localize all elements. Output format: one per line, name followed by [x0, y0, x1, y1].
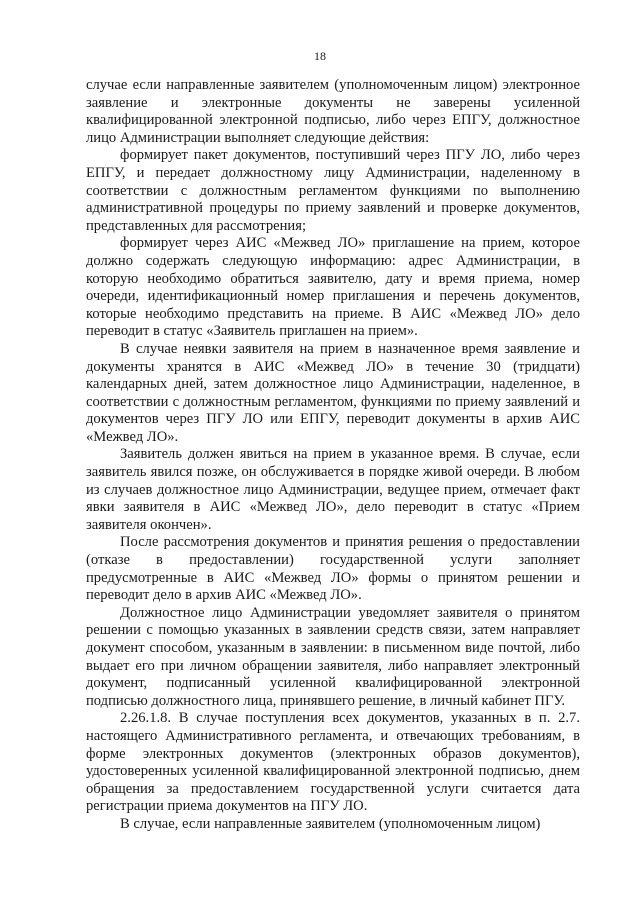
paragraph-no-show: В случае неявки заявителя на прием в назначенное время заявление и документы хранятся в АИС «Межвед ЛО» в течение 30 (тридцати) календарных дней, затем должностное лицо Администрации, наделенное, в соответствии с должностным регламентом, функциями по приему заявлений и документов через ПГУ ЛО или ЕПГУ, переводит документы в архив АИС «Межвед ЛО». [86, 340, 580, 445]
paragraph-final-line: В случае, если направленные заявителем (уполномоченным лицом) [120, 815, 541, 832]
page-number: 18 [314, 49, 326, 63]
paragraph-continuation: случае если направленные заявителем (уполномоченным лицом) электронное заявление и электронные документы не заверены усиленной квалифицированной электронной подписью, либо через ЕПГУ, должностное лицо Администрации выполняет следующие действия: [86, 77, 580, 146]
paragraph-notification: Должностное лицо Администрации уведомляет заявителя о принятом решении с помощью указанных в заявлении средств связи, затем направляет документ способом, указанным в заявлении: в письменном виде почтой, либо выдает его при личном обращении заявителя, либо направляет электронный документ, подписанный усиленной квалифицированной электронной подписью должностного лица, принявшего решение, в личный кабинет ПГУ. [86, 604, 580, 709]
paragraph-appointment: Заявитель должен явиться на прием в указанное время. В случае, если заявитель явился позже, он обслуживается в порядке живой очереди. В любом из случаев должностное лицо Администрации, ведущее прием, отмечает факт явки заявителя в АИС «Межвед ЛО», дело переводит в статус «Прием заявителя окончен». [86, 446, 580, 533]
paragraph-invitation: формирует через АИС «Межвед ЛО» приглашение на прием, которое должно содержать следующую информацию: адрес Администрации, в которую необходимо обратиться заявителю, дату и время приема, номер очереди, идентификационный номер приглашения и перечень документов, которые необходимо представить на приеме. В АИС «Межвед ЛО» дело переводит в статус «Заявитель приглашен на прием». [86, 235, 580, 340]
paragraph-after-review: После рассмотрения документов и принятия решения о предоставлении (отказе в предоставлении) государственной услуги заполняет предусмотренные в АИС «Межвед ЛО» формы о принятом решении и переводит дело в архив АИС «Межвед ЛО». [86, 534, 580, 604]
document-body [86, 77, 580, 834]
paragraph-form-package: формирует пакет документов, поступивший через ПГУ ЛО, либо через ЕПГУ, и передает должностному лицу Администрации, наделенному в соответствии с должностным регламентом функциями по выполнению административной процедуры по приему заявлений и проверке документов, представленных для рассмотрения; [86, 147, 580, 234]
paragraph-section-2-26-1-8: 2.26.1.8. В случае поступления всех документов, указанных в п. 2.7. настоящего Административного регламента, и отвечающих требованиям, в форме электронных документов (электронных образов документов), удостоверенных усиленной квалифицированной электронной подписью, днем обращения за предоставлением государственной услуги считается дата регистрации приема документов на ПГУ ЛО. [86, 710, 580, 815]
